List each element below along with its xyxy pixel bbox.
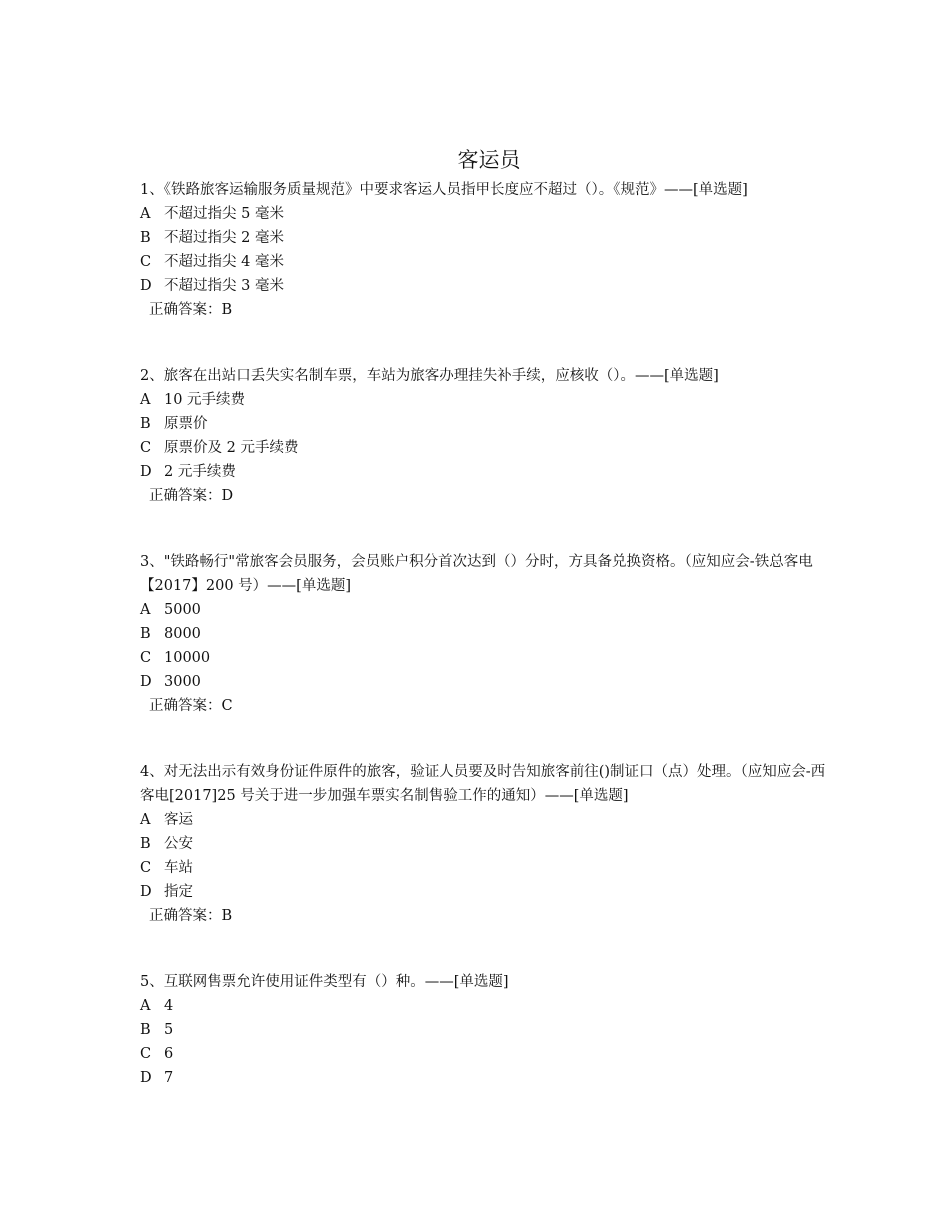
option-b [140,622,830,646]
option-letter: C [140,1046,152,1062]
option-letter: D [140,674,152,690]
answer-prefix: 正确答案： [149,488,222,504]
option-letter: B [140,230,151,246]
option-letter: D [140,1070,152,1086]
option-a [140,598,830,622]
answer-value: B [221,908,233,924]
answer-value: D [221,488,234,504]
option-letter: A [140,392,151,408]
option-text: 4 [164,998,174,1014]
option-text: 6 [164,1046,174,1062]
option-letter: B [140,1022,151,1038]
option-text: 8000 [164,626,201,642]
option-text: 10000 [164,650,211,666]
answer-prefix: 正确答案： [149,698,222,714]
option-text: 指定 [164,884,193,900]
option-letter: A [140,998,151,1014]
option-text: 不超过指尖 3 毫米 [164,278,284,294]
option-d [140,274,830,298]
option-a [140,388,830,412]
option-d [140,670,830,694]
option-text: 车站 [164,860,193,876]
option-d [140,880,830,904]
option-b [140,226,830,250]
page-title: 客运员 [457,148,521,172]
option-text: 10 元手续费 [164,392,246,408]
option-text: 公安 [164,836,193,852]
answer-prefix: 正确答案： [149,302,222,318]
option-a [140,994,830,1018]
option-text: 3000 [164,674,201,690]
option-text: 不超过指尖 5 毫米 [164,206,284,222]
question-stem: 3、"铁路畅行"常旅客会员服务，会员账户积分首次达到（）分时，方具备兑换资格。（应知应会-铁总客电【2017】200 号）——[单选题] [140,554,813,594]
question-2 [140,364,830,508]
option-letter: A [140,206,151,222]
option-c [140,436,830,460]
option-letter: C [140,440,152,456]
option-c [140,250,830,274]
option-letter: B [140,416,151,432]
answer-prefix: 正确答案： [149,908,222,924]
correct-answer [140,484,830,508]
question-stem: 5、互联网售票允许使用证件类型有（）种。——[单选题] [140,974,509,990]
option-text: 7 [164,1070,174,1086]
option-b [140,1018,830,1042]
option-letter: A [140,812,151,828]
option-d [140,460,830,484]
question-3 [140,550,830,718]
answer-value: B [221,302,233,318]
option-letter: D [140,464,152,480]
answer-value: C [221,698,233,714]
option-letter: B [140,626,151,642]
option-b [140,832,830,856]
option-text: 不超过指尖 2 毫米 [164,230,284,246]
option-c [140,1042,830,1066]
option-letter: A [140,602,151,618]
document-page [140,146,830,1132]
option-letter: D [140,884,152,900]
correct-answer [140,904,830,928]
option-c [140,856,830,880]
option-letter: C [140,860,152,876]
option-letter: B [140,836,151,852]
option-letter: D [140,278,152,294]
option-text: 5 [164,1022,174,1038]
option-a [140,808,830,832]
question-1 [140,178,830,322]
option-text: 2 元手续费 [164,464,236,480]
option-text: 原票价及 2 元手续费 [164,440,299,456]
option-text: 不超过指尖 4 毫米 [164,254,284,270]
correct-answer [140,694,830,718]
question-stem: 1、《铁路旅客运输服务质量规范》中要求客运人员指甲长度应不超过（）。《规范》——[单选题] [140,182,748,198]
option-letter: C [140,650,152,666]
question-stem: 4、对无法出示有效身份证件原件的旅客，验证人员要及时告知旅客前往()制证口（点）处理。（应知应会-西客电[2017]25 号关于进一步加强车票实名制售验工作的通知）——[单选题] [140,764,826,804]
option-letter: C [140,254,152,270]
question-stem: 2、旅客在出站口丢失实名制车票，车站为旅客办理挂失补手续，应核收（）。——[单选题] [140,368,719,384]
option-b [140,412,830,436]
question-4 [140,760,830,928]
correct-answer [140,298,830,322]
option-text: 5000 [164,602,201,618]
option-text: 客运 [164,812,193,828]
question-5 [140,970,830,1090]
option-text: 原票价 [164,416,208,432]
option-c [140,646,830,670]
option-a [140,202,830,226]
option-d [140,1066,830,1090]
